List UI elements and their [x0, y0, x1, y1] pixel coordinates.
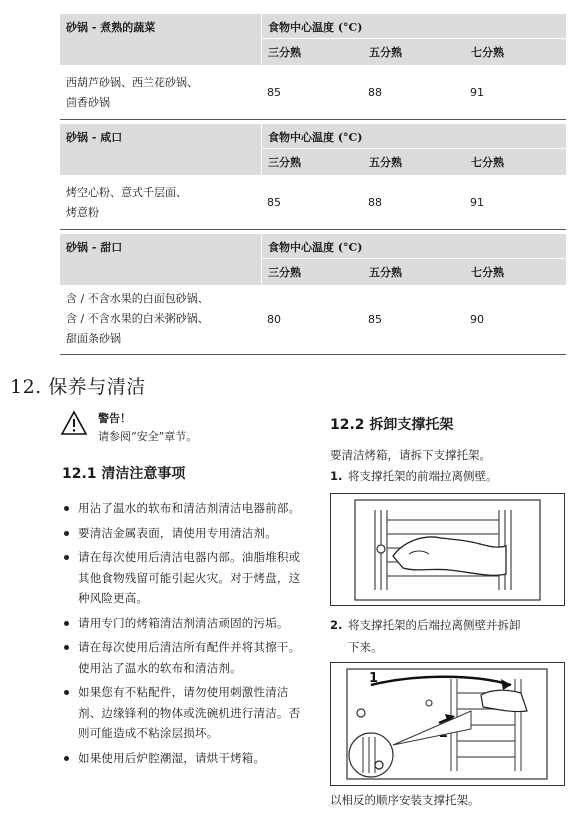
dish-line: 含 / 不含水果的白米粥砂锅、	[66, 312, 209, 325]
temperature-table-savory	[60, 124, 566, 230]
table-row	[60, 65, 566, 120]
figure-remove-support	[330, 662, 565, 786]
table-row	[60, 285, 566, 355]
col-medium: 五分熟	[369, 266, 402, 279]
list-item: 请在每次使用后清洁所有配件并将其擦干。使用沾了温水的软布和清洁剂。	[62, 637, 302, 678]
col-well: 七分熟	[471, 156, 504, 169]
step-1	[330, 467, 498, 485]
cleaning-list	[62, 498, 302, 772]
value-rare: 85	[267, 85, 281, 99]
step-text: 将支撑托架的前端拉离侧壁。	[348, 469, 498, 483]
list-item: 请在每次使用后清洁电器内部。油脂堆积或其他食物残留可能引起火灾。对于烤盘，这种风险更高。	[62, 547, 302, 609]
value-well: 90	[470, 313, 484, 326]
warning-text: 请参阅“安全”章节。	[98, 430, 198, 443]
supports-outro: 以相反的顺序安装支撑托架。	[330, 793, 480, 807]
cleaning-heading: 12.1 清洁注意事项	[62, 466, 186, 482]
list-item: 用沾了温水的软布和清洁剂清洁电器前部。	[62, 498, 302, 519]
step-text: 将支撑托架的后端拉离侧壁并拆卸	[348, 618, 521, 632]
step-number: 1.	[330, 469, 343, 483]
step-text-cont: 下来。	[348, 640, 383, 654]
list-item: 如果您有不粘配件，请勿使用刺激性清洁剂、边缘锋利的物体或洗碗机进行清洁。否则可能造成不粘涂层损坏。	[62, 682, 302, 744]
col-medium: 五分熟	[369, 46, 402, 59]
value-well: 91	[470, 85, 484, 99]
table-category: 砂锅 - 煮熟的蔬菜	[66, 21, 156, 34]
dish-name	[60, 65, 261, 119]
oven-support-removal-illustration	[331, 663, 564, 785]
temp-header: 食物中心温度 (°C)	[262, 14, 566, 39]
table-header	[60, 124, 566, 175]
col-rare: 三分熟	[268, 266, 301, 279]
value-rare: 85	[267, 195, 281, 209]
value-rare: 80	[267, 313, 281, 326]
list-item: 如果使用后炉腔潮湿，请烘干烤箱。	[62, 748, 302, 769]
col-rare: 三分熟	[268, 46, 301, 59]
temp-header: 食物中心温度 (°C)	[262, 124, 566, 149]
table-header	[60, 14, 566, 65]
list-item: 请用专门的烤箱清洁剂清洁顽固的污垢。	[62, 613, 302, 634]
step-label-1: 1	[369, 671, 379, 686]
warning-triangle-icon	[60, 410, 88, 436]
dish-line: 烤空心粉、意式千层面、	[66, 186, 187, 199]
value-medium: 85	[368, 313, 382, 326]
table-header	[60, 234, 566, 285]
col-rare: 三分熟	[268, 156, 301, 169]
dish-name	[60, 285, 261, 354]
section-title: 12. 保养与清洁	[10, 376, 146, 398]
value-well: 91	[470, 195, 484, 209]
dish-line: 西葫芦砂锅、西兰花砂锅、	[66, 76, 198, 89]
temp-header: 食物中心温度 (°C)	[262, 234, 566, 259]
dish-line: 含 / 不含水果的白面包砂锅、	[66, 292, 209, 305]
oven-rack-illustration	[331, 494, 564, 605]
col-well: 七分熟	[471, 266, 504, 279]
warning-title: 警告！	[98, 412, 131, 425]
value-medium: 88	[368, 195, 382, 209]
dish-line: 甜面条砂锅	[66, 332, 121, 345]
table-category: 砂锅 - 甜口	[66, 241, 123, 254]
supports-heading: 12.2 拆卸支撑托架	[330, 417, 454, 433]
table-category: 砂锅 - 咸口	[66, 131, 123, 144]
figure-pull-front	[330, 493, 565, 606]
list-item: 要清洁金属表面，请使用专用清洁剂。	[62, 523, 302, 544]
temperature-table-vegetables	[60, 14, 566, 120]
supports-intro: 要清洁烤箱，请拆下支撑托架。	[330, 448, 491, 462]
temperature-table-sweet	[60, 234, 566, 355]
dish-line: 烤意粉	[66, 206, 99, 219]
step-2	[330, 616, 521, 656]
dish-line: 茴香砂锅	[66, 96, 110, 109]
dish-name	[60, 175, 261, 229]
col-medium: 五分熟	[369, 156, 402, 169]
value-medium: 88	[368, 85, 382, 99]
step-number: 2.	[330, 618, 343, 632]
col-well: 七分熟	[471, 46, 504, 59]
table-row	[60, 175, 566, 230]
warning-box	[60, 410, 197, 446]
